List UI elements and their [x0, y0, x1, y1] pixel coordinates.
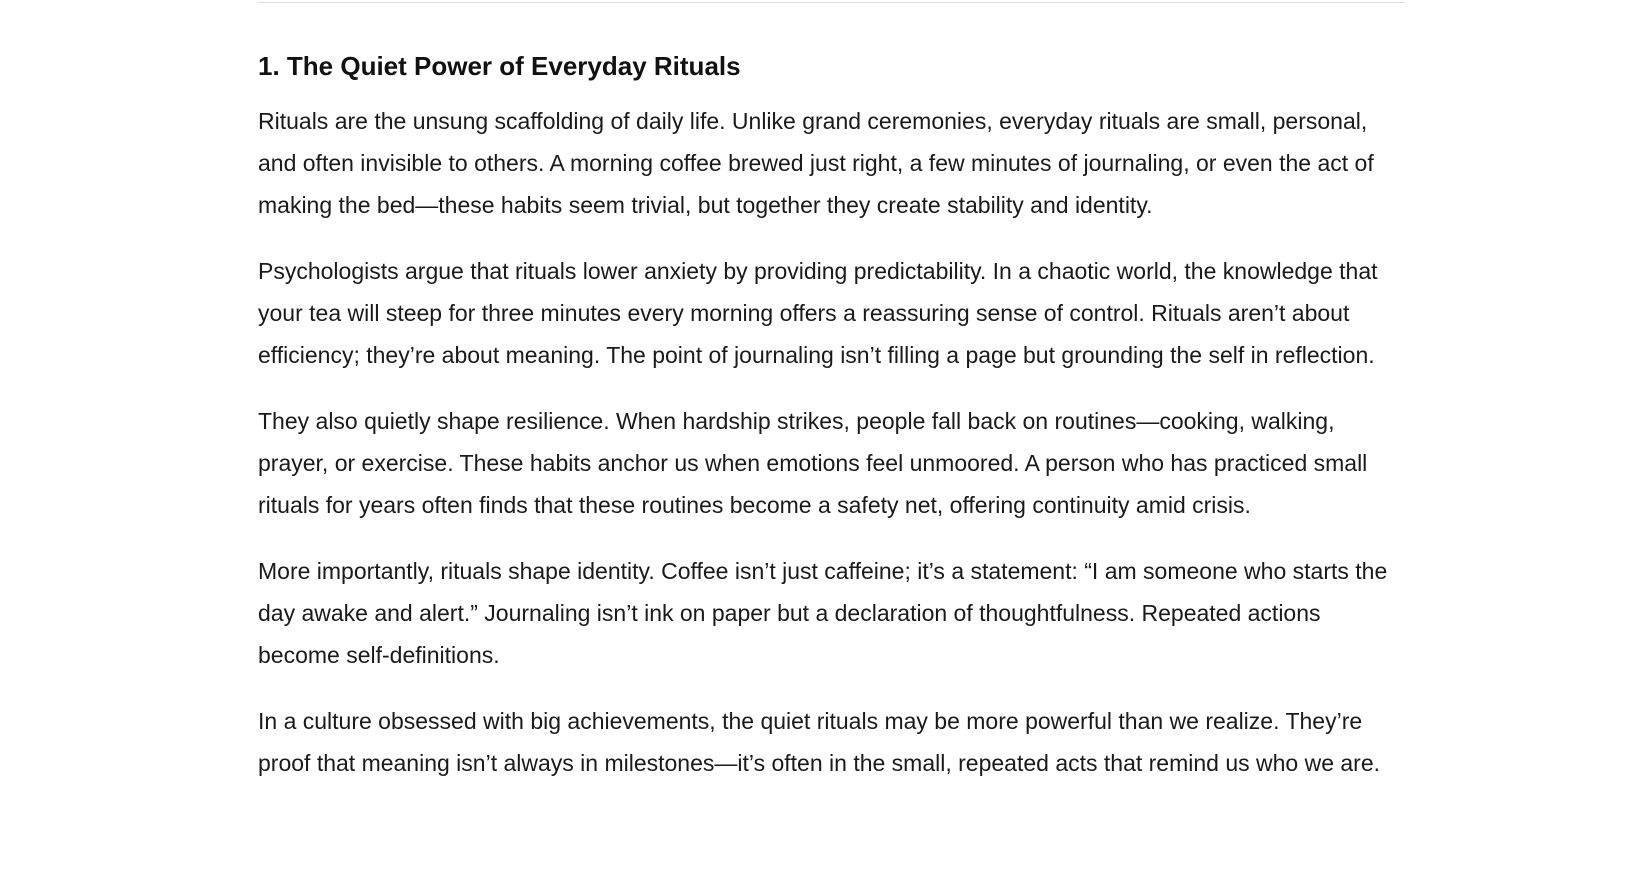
- paragraph-1: Rituals are the unsung scaffolding of daily life. Unlike grand ceremonies, everyday rituals are small, personal, and often invisible to others. A morning coffee brewed just right, a few minutes of journaling, or even the act of making the bed—these habits seem trivial, but together they create stability and identity.: [258, 108, 1374, 218]
- paragraph-5: In a culture obsessed with big achievements, the quiet rituals may be more powerful than we realize. They’re proof that meaning isn’t always in milestones—it’s often in the small, repeated acts that remind us who we are.: [258, 708, 1381, 776]
- paragraph-3: They also quietly shape resilience. When hardship strikes, people fall back on routines—cooking, walking, prayer, or exercise. These habits anchor us when emotions feel unmoored. A person who has practiced small rituals for years often finds that these routines become a safety net, offering continuity amid crisis.: [258, 408, 1368, 518]
- paragraph-2: Psychologists argue that rituals lower anxiety by providing predictability. In a chaotic world, the knowledge that your tea will steep for three minutes every morning offers a reassuring sense of control. Rituals aren’t about efficiency; they’re about meaning. The point of journaling isn’t filling a page but grounding the self in reflection.: [258, 258, 1378, 368]
- paragraph-4: More importantly, rituals shape identity. Coffee isn’t just caffeine; it’s a statement: “I am someone who starts the day awake and alert.” Journaling isn’t ink on paper but a declaration of thoughtfulness. Repeated actions become self-definitions.: [258, 558, 1388, 668]
- article-body: [258, 100, 1404, 808]
- section-heading: 1. The Quiet Power of Everyday Rituals: [258, 51, 741, 81]
- section-divider: [258, 2, 1404, 3]
